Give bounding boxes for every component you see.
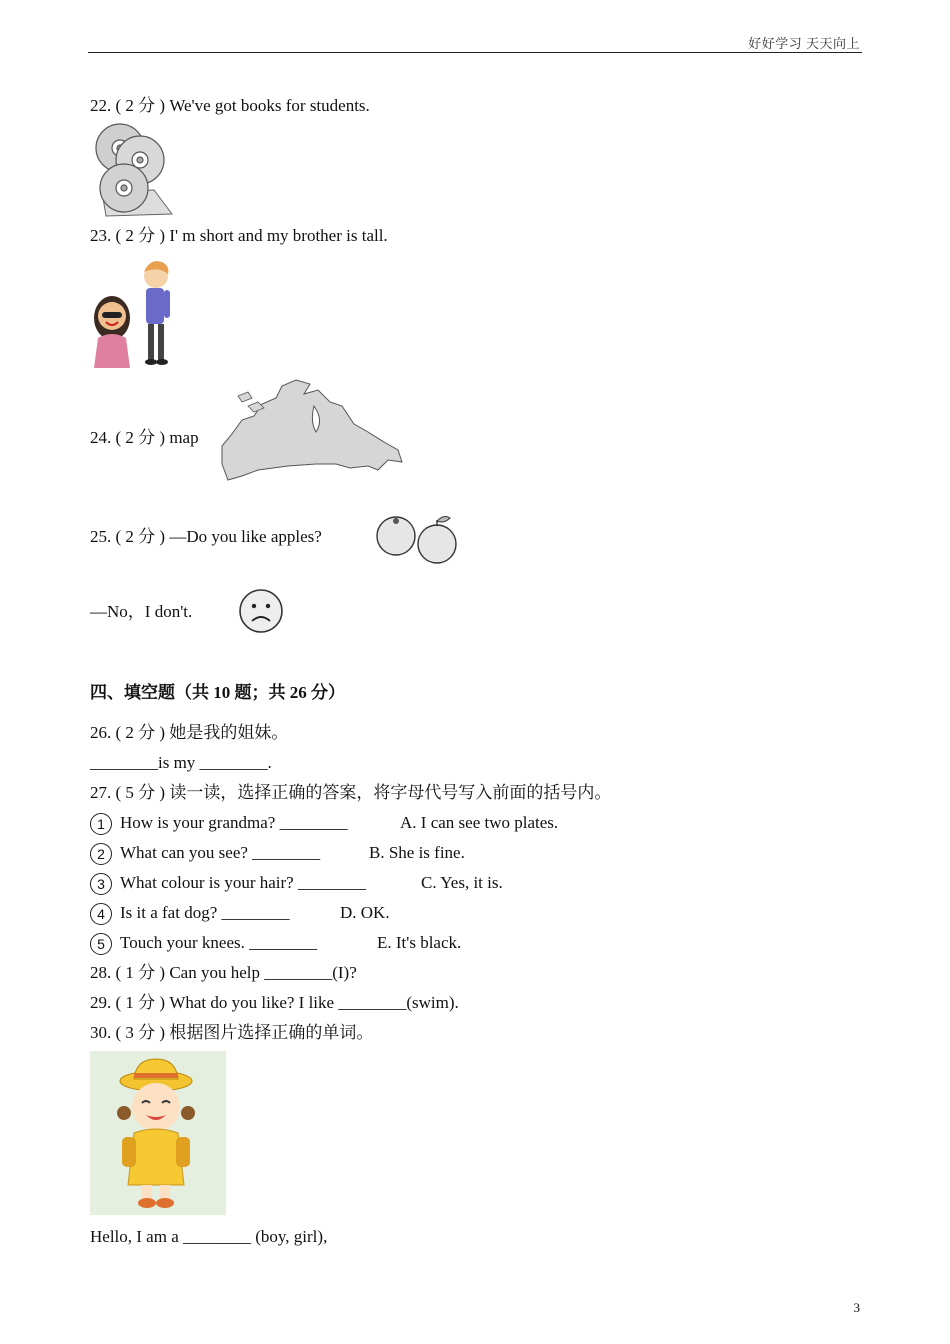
question-26: 26. ( 2 分 ) 她是我的姐妹。 bbox=[90, 723, 289, 742]
question-25: 25. ( 2 分 ) —Do you like apples? bbox=[90, 527, 322, 546]
question-30-sentence[interactable]: Hello, I am a ________ (boy, girl), bbox=[90, 1227, 328, 1246]
girl-with-hat-image bbox=[90, 1051, 226, 1215]
question-24: 24. ( 2 分 ) map bbox=[90, 428, 199, 447]
item-number: 4 bbox=[90, 903, 112, 925]
header-slogan: 好好学习 天天向上 bbox=[748, 36, 860, 51]
item-number: 2 bbox=[90, 843, 112, 865]
matching-option: B. She is fine. bbox=[369, 843, 465, 862]
matching-question[interactable]: What can you see? ________ bbox=[120, 843, 321, 862]
section-title: 四、填空题（共 10 题；共 26 分） bbox=[90, 683, 345, 702]
matching-option: C. Yes, it is. bbox=[421, 873, 503, 892]
short-girl-tall-boy-image bbox=[88, 256, 188, 370]
matching-option: E. It's black. bbox=[377, 933, 462, 952]
question-22: 22. ( 2 分 ) We've got books for students. bbox=[90, 96, 370, 115]
question-28[interactable]: 28. ( 1 分 ) Can you help ________(I)? bbox=[90, 963, 357, 982]
matching-option: A. I can see two plates. bbox=[400, 813, 559, 832]
item-number: 3 bbox=[90, 873, 112, 895]
question-23: 23. ( 2 分 ) I' m short and my brother is tall. bbox=[90, 226, 388, 245]
apples-image bbox=[374, 512, 460, 566]
matching-question[interactable]: How is your grandma? ________ bbox=[120, 813, 348, 832]
answer-25: —No，I don't. bbox=[90, 602, 193, 621]
matching-item bbox=[90, 872, 366, 895]
question-29[interactable]: 29. ( 1 分 ) What do you like? I like ________(swim). bbox=[90, 993, 459, 1012]
matching-item bbox=[90, 902, 290, 925]
matching-question[interactable]: Touch your knees. ________ bbox=[120, 933, 318, 952]
question-26-blank[interactable]: ________is my ________. bbox=[90, 753, 272, 772]
sad-face-icon bbox=[237, 587, 285, 635]
matching-item bbox=[90, 842, 320, 865]
question-30: 30. ( 3 分 ) 根据图片选择正确的单词。 bbox=[90, 1023, 374, 1042]
matching-question[interactable]: Is it a fat dog? ________ bbox=[120, 903, 290, 922]
matching-option: D. OK. bbox=[340, 903, 390, 922]
item-number: 1 bbox=[90, 813, 112, 835]
canada-map-image bbox=[218, 376, 404, 488]
matching-question[interactable]: What colour is your hair? ________ bbox=[120, 873, 366, 892]
item-number: 5 bbox=[90, 933, 112, 955]
header-divider bbox=[88, 52, 862, 53]
matching-item bbox=[90, 812, 348, 835]
matching-item bbox=[90, 932, 317, 955]
question-27: 27. ( 5 分 ) 读一读，选择正确的答案，将字母代号写入前面的括号内。 bbox=[90, 783, 612, 802]
cd-discs-image bbox=[94, 122, 176, 218]
page-number: 3 bbox=[853, 1300, 860, 1315]
